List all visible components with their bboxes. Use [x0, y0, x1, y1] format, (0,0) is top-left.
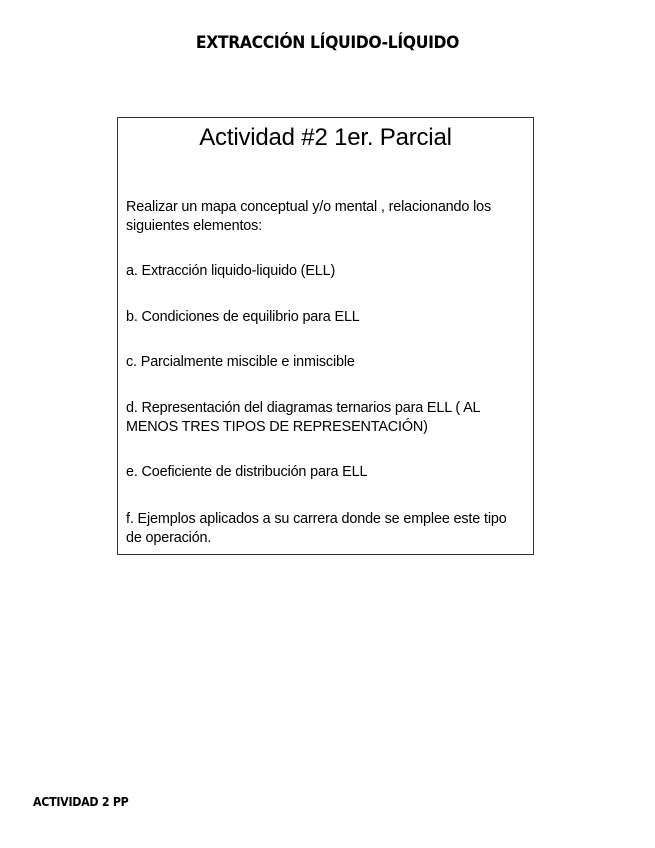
- footer-label: ACTIVIDAD 2 PP: [33, 795, 129, 809]
- activity-instruction: Realizar un mapa conceptual y/o mental , relacionando los siguientes elementos:: [126, 199, 492, 234]
- activity-heading: Actividad #2 1er. Parcial: [199, 124, 452, 151]
- page-title: EXTRACCIÓN LÍQUIDO-LÍQUIDO: [195, 33, 460, 53]
- activity-item-f: f. Ejemplos aplicados a su carrera donde se emplee este tipo de operación.: [126, 511, 507, 546]
- activity-item-b: b. Condiciones de equilibrio para ELL: [126, 309, 360, 325]
- activity-box: [117, 117, 534, 555]
- activity-item-c: c. Parcialmente miscible e inmiscible: [126, 354, 355, 370]
- activity-item-a: a. Extracción liquido-liquido (ELL): [126, 263, 336, 279]
- activity-item-d: d. Representación del diagramas ternarios para ELL ( AL MENOS TRES TIPOS DE REPRESENTACIÓN): [126, 400, 480, 435]
- activity-item-e: e. Coeficiente de distribución para ELL: [126, 464, 368, 480]
